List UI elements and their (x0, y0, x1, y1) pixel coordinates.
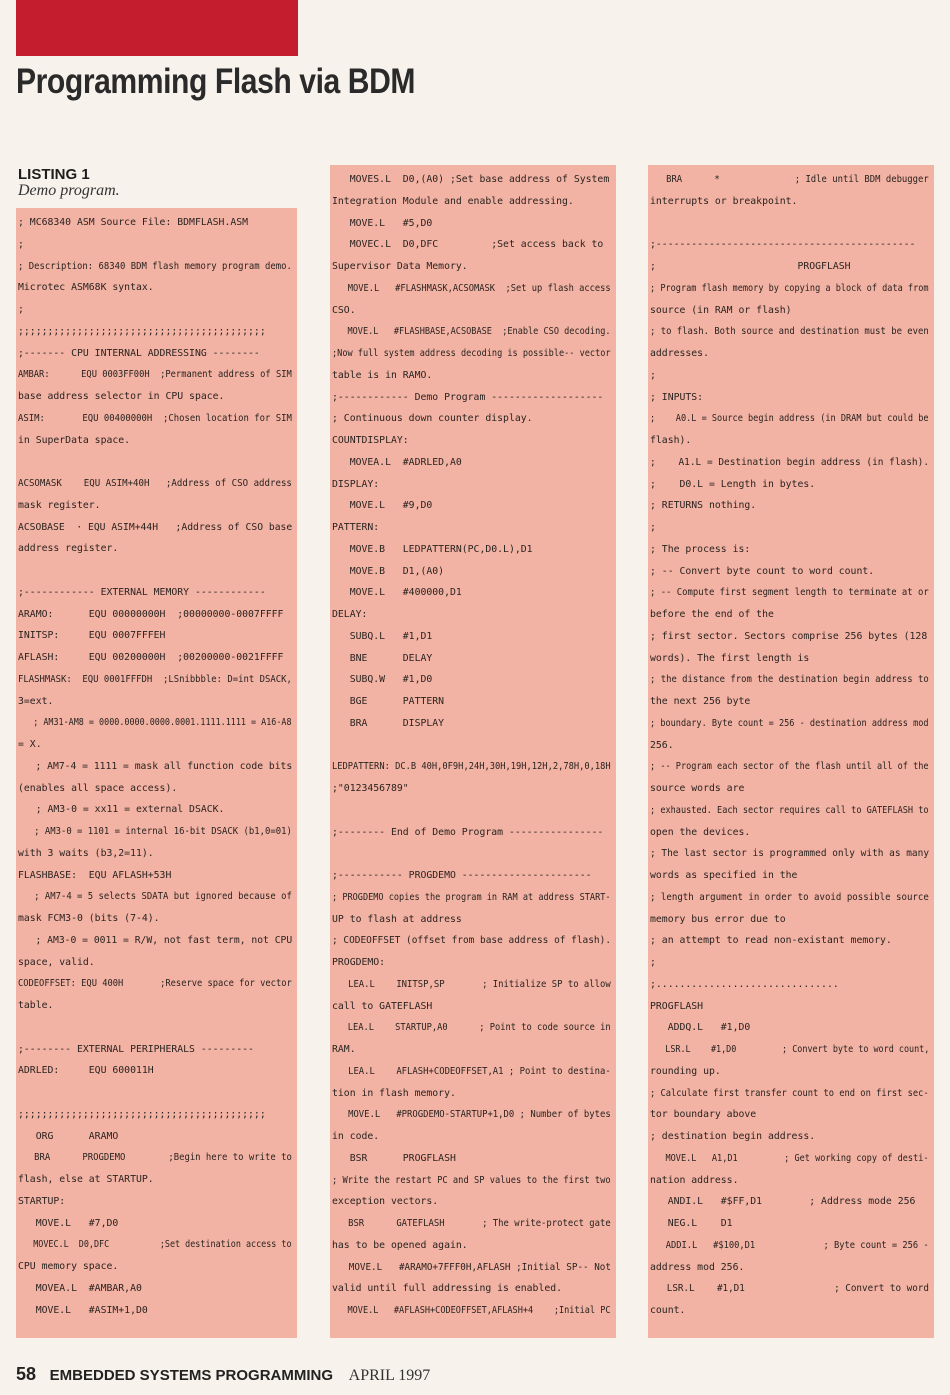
code-line: MOVE.L #9,D0 (332, 500, 433, 512)
code-line: ;-------- EXTERNAL PERIPHERALS --------- (18, 1043, 254, 1055)
code-line: MOVE.L A1,D1 ; Get working copy of desti- (650, 1152, 929, 1164)
code-line: ; Write the restart PC and SP values to the first two (332, 1174, 611, 1186)
code-line: 256. (650, 739, 674, 751)
code-line: addresses. (650, 348, 709, 359)
code-line: BRA * ; Idle until BDM debugger (650, 174, 929, 185)
code-line: MOVEA.L #AMBAR,A0 (18, 1282, 142, 1294)
code-line: words). The first length is (650, 652, 810, 664)
code-line: in SuperData space. (18, 434, 131, 446)
code-line: ADRLED: EQU 600011H (18, 1065, 154, 1077)
code-line: LEDPATTERN: DC.B 40H,0F9H,24H,30H,19H,12H,2,78H,0,18H (332, 761, 611, 773)
code-line: ; (650, 369, 656, 381)
code-line: has to be opened again. (332, 1239, 468, 1251)
code-line: LSR.L #1,D0 ; Convert byte to word count, (650, 1044, 929, 1055)
code-line: flash, else at STARTUP. (18, 1174, 154, 1185)
code-line: valid until full addressing is enabled. (332, 1283, 563, 1295)
code-line: ARAMO: EQU 00000000H ;00000000-0007FFFF (18, 608, 284, 620)
code-line: ; (18, 238, 24, 250)
code-line: ; first sector. Sectors comprise 256 bytes (128 (650, 630, 928, 642)
code-line: tion in flash memory. (332, 1087, 456, 1099)
code-line: ;------------ Demo Program ------------------- (332, 391, 604, 403)
code-line: ACSOBASE · EQU ASIM+44H ;Address of CSO base (18, 521, 293, 533)
code-line: BNE DELAY (332, 652, 433, 664)
code-line: ; Program flash memory by copying a block of data from (650, 282, 929, 294)
code-line: table. (18, 1000, 54, 1011)
code-line (18, 560, 292, 582)
code-line: ; (650, 522, 656, 533)
code-line: CODEOFFSET: EQU 400H ;Reserve space for vector (18, 978, 292, 990)
code-line: ; destination begin address. (650, 1131, 816, 1142)
code-line: ; CODEOFFSET (offset from base address of flash). (332, 935, 612, 947)
code-line: ;-------- End of Demo Program ---------------- (332, 826, 604, 838)
code-line: count. (650, 1305, 686, 1316)
code-line: MOVE.B LEDPATTERN(PC,D0.L),D1 (332, 543, 533, 555)
code-line: call to GATEFLASH (332, 1000, 433, 1012)
code-line: CSO. (332, 304, 356, 316)
code-line: nation address. (650, 1174, 739, 1186)
code-line: source words are (650, 783, 745, 794)
code-line (18, 1017, 292, 1039)
code-line: ; exhausted. Each sector requires call to GATEFLASH to (650, 804, 929, 816)
code-line: Microtec ASM68K syntax. (18, 282, 154, 294)
code-line: Supervisor Data Memory. (332, 261, 468, 272)
code-line: ; INPUTS: (650, 391, 704, 403)
code-line: ; PROGDEMO copies the program in RAM at address START- (332, 891, 611, 903)
code-line: COUNTDISPLAY: (332, 435, 409, 446)
code-line: STARTUP: (18, 1195, 66, 1207)
code-line: flash). (650, 435, 692, 446)
code-line: BSR GATEFLASH ; The write-protect gate (332, 1218, 611, 1229)
code-line: MOVES.L D0,(A0) ;Set base address of System (332, 174, 610, 185)
code-line: UP to flash at address (332, 913, 462, 925)
code-line: ; The process is: (650, 543, 751, 555)
code-line: ; Continuous down counter display. (332, 413, 533, 425)
code-line: MOVE.L #AFLASH+CODEOFFSET,AFLASH+4 ;Initial PC (332, 1305, 611, 1316)
code-line: RAM. (332, 1044, 356, 1055)
code-line: LEA.L AFLASH+CODEOFFSET,A1 ; Point to destina- (332, 1065, 611, 1077)
code-line: ; length argument in order to avoid possible source (650, 891, 929, 903)
code-line: ANDI.L #$FF,D1 ; Address mode 256 (650, 1196, 916, 1208)
code-line: BRA PROGDEMO ;Begin here to write to (18, 1152, 292, 1164)
code-line: PROGFLASH (650, 1000, 704, 1012)
code-line (332, 800, 611, 822)
code-line: exception vectors. (332, 1196, 439, 1208)
code-line: ;----------- PROGDEMO ---------------------- (332, 870, 592, 881)
code-column-2 (330, 165, 616, 1338)
code-line: ;............................... (650, 978, 839, 990)
code-line: BGE PATTERN (332, 696, 445, 707)
code-line: ASIM: EQU 00400000H ;Chosen location for SIM (18, 412, 292, 424)
code-line: AFLASH: EQU 00200000H ;00200000-0021FFFF (18, 652, 284, 663)
code-line: MOVE.L #FLASHMASK,ACSOMASK ;Set up flash access (332, 282, 611, 294)
code-line: address mod 256. (650, 1261, 745, 1273)
code-line: ; Calculate first transfer count to end on first sec- (650, 1087, 929, 1099)
code-line: NEG.L D1 (650, 1218, 733, 1229)
code-line: AMBAR: EQU 0003FF00H ;Permanent address of SIM (18, 369, 292, 381)
code-line: ACSOMASK EQU ASIM+40H ;Address of CSO address (18, 478, 292, 489)
code-line: MOVEA.L #ADRLED,A0 (332, 456, 462, 468)
code-line: interrupts or breakpoint. (650, 195, 798, 207)
code-line: ; A1.L = Destination begin address (in flash). (650, 456, 930, 468)
code-line: CPU memory space. (18, 1261, 119, 1272)
code-line: ; -- Program each sector of the flash until all of the (650, 761, 929, 773)
code-line: SUBQ.L #1,D1 (332, 630, 433, 642)
code-line: mask register. (18, 499, 101, 511)
code-line: ; AM7-4 = 1111 = mask all function code bits (18, 760, 293, 772)
code-line: MOVE.L #7,D0 (18, 1217, 119, 1229)
code-column-1 (16, 208, 297, 1338)
code-line: ORG ARAMO (18, 1130, 119, 1142)
code-line: ;;;;;;;;;;;;;;;;;;;;;;;;;;;;;;;;;;;;;;;;;; (18, 325, 266, 337)
code-line: Integration Module and enable addressing. (332, 195, 574, 207)
code-line (332, 843, 611, 865)
code-line: BRA DISPLAY (332, 717, 445, 729)
code-line: ; -- Convert byte count to word count. (650, 565, 875, 577)
issue-date: APRIL 1997 (348, 1367, 431, 1384)
code-line: MOVE.L #5,D0 (332, 217, 433, 229)
code-line: ; (18, 304, 24, 315)
code-line: ; A0.L = Source begin address (in DRAM but could be (650, 413, 929, 425)
code-line: LSR.L #1,D1 ; Convert to word (650, 1283, 929, 1295)
listing-label: LISTING 1 (18, 166, 90, 183)
code-line: LEA.L STARTUP,A0 ; Point to code source in (332, 1022, 611, 1034)
code-line: open the devices. (650, 826, 751, 838)
code-line: address register. (18, 543, 119, 555)
header-color-bar (16, 0, 298, 56)
listing-caption: Demo program. (18, 182, 120, 199)
code-line: rounding up. (650, 1065, 721, 1077)
code-line: before the end of the (650, 609, 774, 620)
code-line: ; PROGFLASH (650, 261, 851, 272)
code-line: ; the distance from the destination begin address to (650, 674, 929, 686)
code-line: FLASHMASK: EQU 0001FFFDH ;LSnibbble: D=int DSACK, (18, 673, 292, 685)
code-line: ; D0.L = Length in bytes. (650, 478, 816, 490)
code-line: words as specified in the (650, 870, 798, 881)
code-line: ;-------------------------------------------- (650, 239, 916, 251)
code-line: INITSP: EQU 0007FFFEH (18, 630, 166, 642)
code-line: DISPLAY: (332, 478, 380, 490)
code-line: ; AM3-0 = 0011 = R/W, not fast term, not CPU (18, 934, 293, 946)
code-line: 3=ext. (18, 695, 54, 707)
code-line: PROGDEMO: (332, 957, 386, 968)
code-column-3 (648, 165, 934, 1338)
code-line: SUBQ.W #1,D0 (332, 674, 433, 686)
code-line: MOVE.L #FLASHBASE,ACSOBASE ;Enable CSO decoding. (332, 326, 611, 338)
code-line: table is in RAMO. (332, 369, 433, 381)
code-line: ;;;;;;;;;;;;;;;;;;;;;;;;;;;;;;;;;;;;;;;;;; (18, 1108, 266, 1120)
page-footer (16, 1364, 430, 1385)
code-line: source (in RAM or flash) (650, 304, 792, 316)
code-line (332, 735, 611, 757)
code-line: ; (650, 957, 656, 968)
code-line: ;------- CPU INTERNAL ADDRESSING -------- (18, 347, 260, 359)
code-line: ; MC68340 ASM Source File: BDMFLASH.ASM (18, 217, 249, 228)
code-line: LEA.L INITSP,SP ; Initialize SP to allow (332, 978, 611, 990)
code-line: ;------------ EXTERNAL MEMORY ------------ (18, 586, 266, 598)
code-line: = X. (18, 739, 42, 750)
code-line: with 3 waits (b3,2=11). (18, 847, 154, 859)
code-line: ; AM31-AM8 = 0000.0000.0000.0001.1111.1111 = A16-A8 (18, 717, 292, 729)
code-line: space, valid. (18, 956, 95, 968)
code-line: ;Now full system address decoding is possible-- vector (332, 348, 611, 359)
code-line (650, 213, 929, 235)
page-number: 58 (16, 1364, 37, 1384)
code-line: ADDQ.L #1,D0 (650, 1022, 751, 1034)
code-line (18, 451, 292, 473)
code-line: BSR PROGFLASH (332, 1152, 456, 1164)
code-line: MOVE.L #400000,D1 (332, 587, 462, 599)
magazine-name: EMBEDDED SYSTEMS PROGRAMMING (49, 1367, 334, 1384)
code-line: FLASHBASE: EQU AFLASH+53H (18, 869, 172, 881)
code-line: MOVE.L #ARAMO+7FFF0H,AFLASH ;Initial SP-- Not (332, 1261, 611, 1273)
code-line: ; AM3-0 = xx11 = external DSACK. (18, 804, 225, 816)
code-line: ; to flash. Both source and destination must be even (650, 326, 929, 338)
code-line: MOVE.B D1,(A0) (332, 565, 445, 577)
code-line: memory bus error due to (650, 913, 786, 925)
code-line: ; The last sector is programmed only with as many (650, 848, 930, 860)
code-line: ; Description: 68340 BDM flash memory program demo. (18, 260, 292, 272)
code-line: ; RETURNS nothing. (650, 500, 757, 512)
code-line: the next 256 byte (650, 696, 751, 707)
code-line: ; an attempt to read non-existant memory. (650, 935, 892, 947)
code-line: base address selector in CPU space. (18, 391, 225, 402)
code-line: ;"0123456789" (332, 783, 409, 794)
page-title: Programming Flash via BDM (16, 62, 416, 101)
code-line: ; AM3-0 = 1101 = internal 16-bit DSACK (b1,0=01) (18, 826, 292, 837)
code-line: ; -- Compute first segment length to terminate at or (650, 587, 929, 599)
code-line (18, 1082, 292, 1104)
code-line: ADDI.L #$100,D1 ; Byte count = 256 - (650, 1239, 929, 1251)
code-line: mask FCM3-0 (bits (7-4). (18, 913, 160, 924)
code-line: PATTERN: (332, 522, 380, 533)
code-line: MOVEC.L D0,DFC ;Set destination access to (18, 1239, 292, 1251)
code-line: MOVEC.L D0,DFC ;Set access back to (332, 239, 604, 251)
code-line: MOVE.L #PROGDEMO-STARTUP+1,D0 ; Number of bytes (332, 1109, 611, 1121)
code-line: MOVE.L #ASIM+1,D0 (18, 1304, 148, 1316)
code-line: ; AM7-4 = 5 selects SDATA but ignored because of (18, 891, 292, 903)
code-line: DELAY: (332, 609, 368, 620)
code-line: tor boundary above (650, 1109, 757, 1121)
code-line: (enables all space access). (18, 782, 178, 794)
code-line: in code. (332, 1131, 380, 1142)
code-line: ; boundary. Byte count = 256 - destination address mod (650, 717, 929, 729)
